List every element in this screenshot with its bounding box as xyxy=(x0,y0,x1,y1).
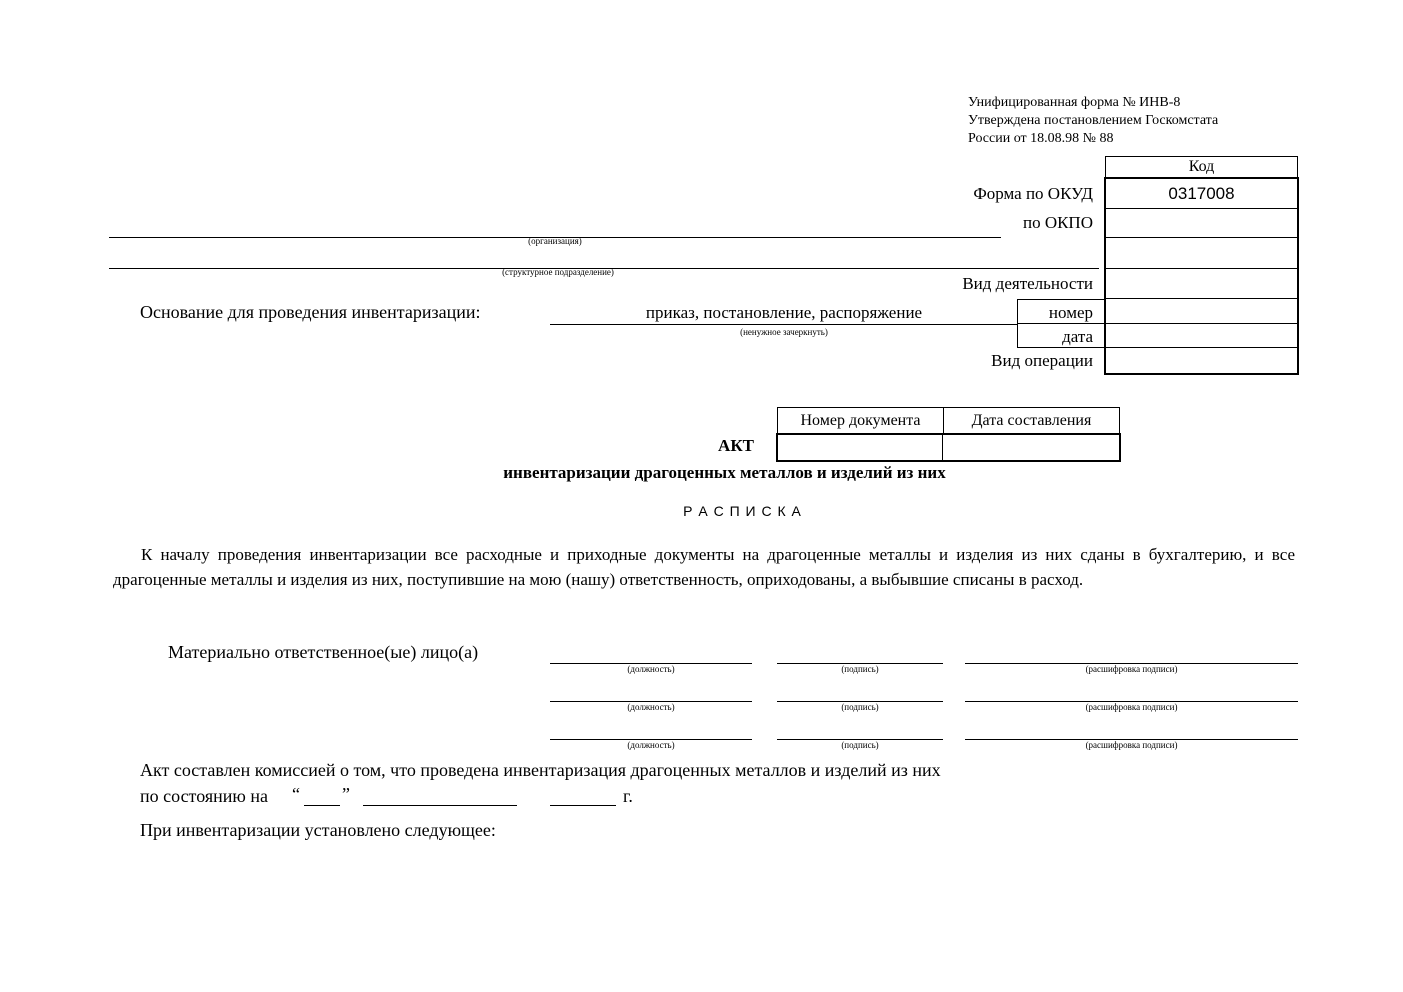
number-label: номер xyxy=(1048,303,1093,322)
quote-open: “ xyxy=(292,784,300,804)
code-header: Код xyxy=(1105,156,1298,178)
position-caption-2: (должность) xyxy=(627,702,675,712)
year-field[interactable] xyxy=(550,805,616,806)
month-field[interactable] xyxy=(363,805,517,806)
okpo-code-field[interactable] xyxy=(1106,210,1297,237)
decoding-caption-2: (расшифровка подписи) xyxy=(1085,702,1178,712)
receipt-text: К началу проведения инвентаризации все расходные и приходные документы на драгоценные металлы и изделия из них сданы в бухгалтерию, и все драгоценные металлы и изделия из них, поступившие на мою (нашу) ответственность, оприходованы, а выбывшие списаны в расход. xyxy=(113,545,1295,589)
activity-label: Вид деятельности xyxy=(962,274,1093,293)
doc-date-header: Дата составления xyxy=(943,407,1120,435)
form-header-line3: России от 18.08.98 № 88 xyxy=(968,131,1114,146)
responsible-persons-label: Материально ответственное(ые) лицо(а) xyxy=(168,642,479,662)
okpo-label: по ОКПО xyxy=(1022,213,1093,232)
operation-code-field[interactable] xyxy=(1106,349,1297,373)
basis-value[interactable]: приказ, постановление, распоряжение xyxy=(645,303,923,322)
quote-close: ” xyxy=(342,784,350,804)
year-suffix: г. xyxy=(623,786,633,806)
commission-statement: Акт составлен комиссией о том, что проведена инвентаризация драгоценных металлов и изделий из них xyxy=(140,760,941,780)
organization-caption: (организация) xyxy=(528,236,582,246)
signature-caption-3: (подпись) xyxy=(841,740,879,750)
date-label: дата xyxy=(1062,327,1093,346)
basis-line xyxy=(550,324,1018,325)
decoding-caption-3: (расшифровка подписи) xyxy=(1085,740,1178,750)
receipt-title: Р А С П И С К А xyxy=(683,503,802,519)
structural-unit-caption: (структурное подразделение) xyxy=(502,267,614,277)
document-title: инвентаризации драгоценных металлов и изделий из них xyxy=(503,463,946,482)
form-header-line1: Унифицированная форма № ИНВ-8 xyxy=(968,95,1181,110)
basis-label: Основание для проведения инвентаризации: xyxy=(140,302,481,322)
activity-code-field[interactable] xyxy=(1106,270,1297,298)
position-caption-3: (должность) xyxy=(627,740,675,750)
decoding-caption-1: (расшифровка подписи) xyxy=(1085,664,1178,674)
org-extra-code-field[interactable] xyxy=(1106,239,1297,268)
act-label: АКТ xyxy=(718,436,754,455)
operation-label: Вид операции xyxy=(991,351,1093,370)
form-header-line2: Утверждена постановлением Госкомстата xyxy=(968,113,1219,128)
okud-code-value[interactable]: 0317008 xyxy=(1168,184,1235,203)
basis-caption: (ненужное зачеркнуть) xyxy=(740,327,828,337)
basis-date-field[interactable] xyxy=(1106,325,1297,347)
doc-number-field[interactable] xyxy=(779,436,941,459)
doc-date-field[interactable] xyxy=(945,436,1118,459)
findings-label: При инвентаризации установлено следующее: xyxy=(140,820,496,840)
day-field[interactable] xyxy=(304,805,340,806)
basis-number-field[interactable] xyxy=(1106,300,1297,323)
signature-caption-1: (подпись) xyxy=(841,664,879,674)
okud-label: Форма по ОКУД xyxy=(973,184,1093,203)
doc-number-header: Номер документа xyxy=(777,407,944,435)
position-caption-1: (должность) xyxy=(627,664,675,674)
as-of-label: по состоянию на xyxy=(140,786,268,806)
signature-caption-2: (подпись) xyxy=(841,702,879,712)
